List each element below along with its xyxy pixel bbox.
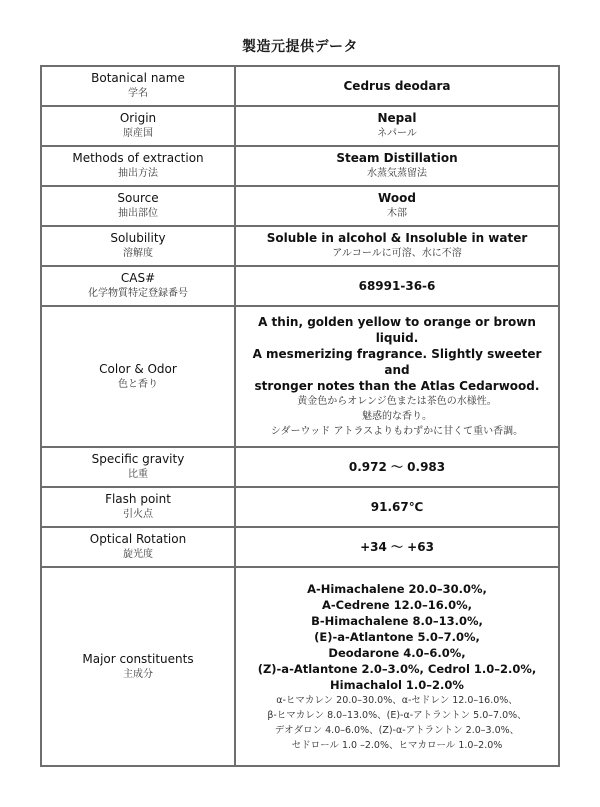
label-en: Specific gravity	[91, 452, 185, 467]
row-label	[41, 567, 235, 766]
row-value	[235, 487, 559, 527]
row-value	[235, 146, 559, 186]
table-row-specific-gravity	[41, 447, 559, 487]
label-jp: 旋光度	[123, 549, 153, 561]
label-jp: 色と香り	[118, 378, 158, 390]
value-jp-line: 黄金色からオレンジ色または茶色の水様性。	[297, 396, 497, 407]
row-label	[41, 66, 235, 106]
value-en-line: Deodarone 4.0–6.0%,	[328, 645, 466, 660]
label-jp: 抽出部位	[118, 208, 158, 220]
spec-table	[40, 65, 560, 767]
value-jp-line: シダーウッド アトラスよりもわずかに甘くて重い香調。	[270, 426, 524, 437]
label-en: Source	[117, 191, 159, 206]
value-en: Wood	[378, 191, 416, 206]
row-label	[41, 306, 235, 447]
table-row-major-constituents	[41, 567, 559, 766]
label-jp: 比重	[128, 469, 148, 481]
table-row-botanical-name	[41, 66, 559, 106]
label-en: Methods of extraction	[72, 151, 204, 166]
label-en: Optical Rotation	[89, 532, 187, 547]
value-en: +34 ～ +63	[360, 539, 434, 554]
value-en-line: A-Himachalene 20.0–30.0%,	[307, 581, 487, 596]
row-value	[235, 186, 559, 226]
value-en: Steam Distillation	[336, 151, 458, 166]
label-en: Color & Odor	[99, 361, 177, 376]
value-jp: ネパール	[377, 128, 417, 140]
row-label	[41, 527, 235, 567]
value-en: 68991-36-6	[358, 278, 436, 293]
row-label	[41, 186, 235, 226]
row-label	[41, 266, 235, 306]
value-jp: 水蒸気蒸留法	[367, 168, 427, 180]
value-en-line: Himachalol 1.0–2.0%	[330, 677, 464, 692]
label-en: Major constituents	[82, 651, 194, 666]
value-jp: アルコールに可溶、水に不溶	[332, 248, 462, 260]
label-jp: 引火点	[123, 509, 153, 521]
value-en-line: A-Cedrene 12.0–16.0%,	[322, 597, 472, 612]
row-label	[41, 487, 235, 527]
label-jp: 化学物質特定登録番号	[88, 288, 188, 300]
row-value	[235, 66, 559, 106]
table-row-flash-point	[41, 487, 559, 527]
row-value	[235, 266, 559, 306]
value-en: 91.67℃	[370, 499, 424, 514]
row-value	[235, 306, 559, 447]
value-en-line: B-Himachalene 8.0–13.0%,	[311, 613, 483, 628]
row-value	[235, 447, 559, 487]
value-en-line: A mesmerizing fragrance. Slightly sweeter and	[252, 347, 542, 377]
row-label	[41, 146, 235, 186]
value-jp-line: 魅惑的な香り。	[362, 411, 432, 422]
label-en: Flash point	[105, 492, 171, 507]
table-row-cas	[41, 266, 559, 306]
row-label	[41, 447, 235, 487]
row-label	[41, 226, 235, 266]
value-en: Cedrus deodara	[343, 78, 451, 93]
row-value	[235, 527, 559, 567]
value-jp-line: デオダロン 4.0–6.0%、(Z)-α-アトラントン 2.0–3.0%、	[274, 724, 520, 736]
label-en: Origin	[119, 111, 157, 126]
page-title: 製造元提供データ	[242, 39, 358, 55]
label-jp: 抽出方法	[118, 168, 158, 180]
label-en: Botanical name	[91, 71, 185, 86]
value-en: Nepal	[377, 111, 417, 126]
value-jp-line: β-ヒマカレン 8.0–13.0%、(E)-α-アトラントン 5.0–7.0%、	[267, 709, 527, 721]
value-jp-line: セドロール 1.0 –2.0%、ヒマカロール 1.0–2.0%	[291, 739, 503, 751]
table-row-color-odor	[41, 306, 559, 447]
label-jp: 主成分	[123, 668, 153, 680]
table-row-origin	[41, 106, 559, 146]
value-en: Soluble in alcohol & Insoluble in water	[266, 231, 528, 246]
label-en: CAS#	[120, 271, 156, 286]
table-row-solubility	[41, 226, 559, 266]
table-row-optical-rotation	[41, 527, 559, 567]
value-jp-line: α-ヒマカレン 20.0–30.0%、α-セドレン 12.0–16.0%、	[276, 694, 518, 706]
value-en: 0.972 ～ 0.983	[348, 459, 446, 474]
row-value	[235, 567, 559, 766]
label-jp: 学名	[128, 88, 148, 100]
table-row-source	[41, 186, 559, 226]
row-value	[235, 106, 559, 146]
label-jp: 原産国	[123, 128, 153, 140]
value-en-line: (E)-a-Atlantone 5.0–7.0%,	[314, 629, 480, 644]
value-en-line: stronger notes than the Atlas Cedarwood.	[254, 379, 540, 393]
label-en: Solubility	[110, 231, 166, 246]
value-en-line: (Z)-a-Atlantone 2.0–3.0%, Cedrol 1.0–2.0%,	[257, 661, 537, 676]
value-jp: 木部	[387, 208, 407, 220]
value-en-line: A thin, golden yellow to orange or brown liquid.	[258, 315, 536, 345]
row-value	[235, 226, 559, 266]
table-row-methods-of-extraction	[41, 146, 559, 186]
row-label	[41, 106, 235, 146]
label-jp: 溶解度	[123, 248, 153, 260]
